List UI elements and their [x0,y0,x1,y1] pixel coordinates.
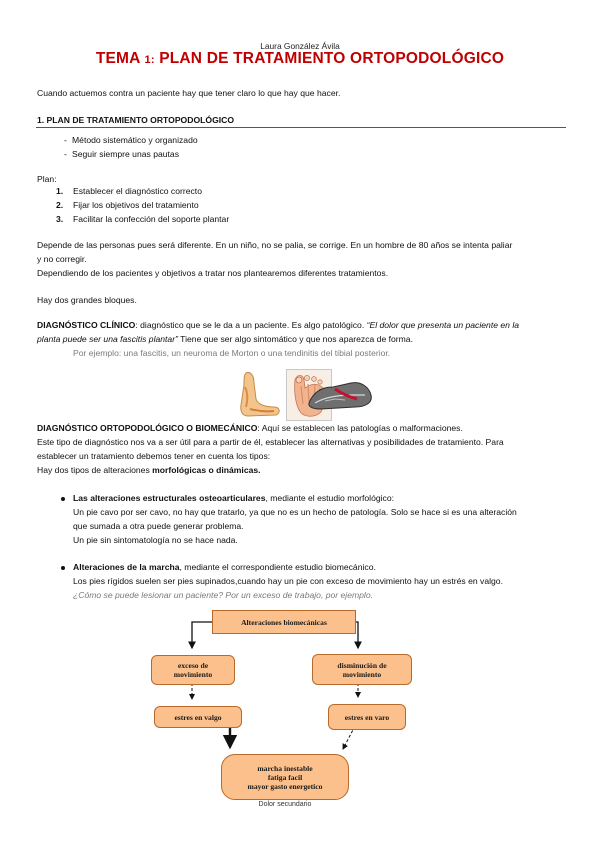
box-label-line: marcha inestable [257,763,313,773]
bullet-item [73,562,376,573]
list-item: Seguir siempre unas pautas [72,149,180,159]
box-label-line: movimiento [173,670,213,679]
box-label [174,661,212,679]
plan-item: Facilitar la confección del soporte plantar [73,214,230,224]
page-title [0,50,600,68]
plan-number: 1. [56,186,64,196]
box-marcha-inestable [221,754,349,800]
biomechanics-diagram [150,604,420,814]
paragraph: Dependiendo de los pacientes y objetivos a tratar nos plantearemos diferentes tratamientos. [37,268,389,278]
box-label: estres en varo [344,712,390,722]
plan-item: Establecer el diagnóstico correcto [73,186,202,196]
bullet-line: Un pie sin sintomatología no se hace nada. [73,535,238,545]
plan-label: Plan: [37,174,57,184]
plan-number: 3. [56,214,64,224]
clinico-label: DIAGNÓSTICO CLÍNICO [37,320,136,330]
dash-marker: - [64,135,67,145]
box-label: Alteraciones biomecánicas [241,617,327,627]
paragraph: y no corregir. [37,254,87,264]
foot-tendon-icon [305,373,375,415]
author-name: Laura González Ávila [260,41,340,51]
box-label [337,661,386,679]
box-alteraciones [212,610,356,634]
bullet-bold: Alteraciones de la marcha [73,562,180,572]
clinico-text: : diagnóstico que se le da a un paciente. Es algo patológico. [135,320,365,330]
dash-marker: - [64,149,67,159]
paragraph: establecer un tratamiento debemos tener en cuenta los tipos: [37,451,271,461]
arrow-top-left [192,622,212,648]
section-divider [36,127,566,128]
box-exceso-movimiento [151,655,235,685]
foot-illustration-icon [236,369,282,419]
clinico-line [37,334,413,345]
bullet-line: Los pies rígidos suelen ser pies supinados,cuando hay un pie con exceso de movimiento hay un estrés en valgo. [73,576,503,586]
bullet-text: , mediante el correspondiente estudio biomecánico. [179,562,376,572]
biomecanico-text: : Aquí se establecen las patologías o malformaciones. [257,423,463,433]
text-part: Hay dos tipos de alteraciones [37,465,153,475]
list-item: Método sistemático y organizado [72,135,198,145]
clinico-quote: “El dolor que presenta un paciente en la [366,320,520,330]
biomecanico-label: DIAGNÓSTICO ORTOPODOLÓGICO O BIOMECÁNICO [37,423,258,433]
plan-number: 2. [56,200,64,210]
bullet-bold: Las alteraciones estructurales osteoarticulares [73,493,266,503]
bullet-text: , mediante el estudio morfológico: [265,493,394,503]
clinico-quote: planta puede ser una fascitis plantar” [37,334,178,344]
box-label-line: disminución de [337,660,387,670]
title-prefix: TEMA [95,50,140,67]
clinico-example: Por ejemplo: una fascitis, un neuroma de Morton o una tendinitis del tibial posterior. [73,348,391,358]
box-disminucion-movimiento [312,654,412,685]
box-label-line: mayor gasto energetico [247,781,323,791]
text-bold: morfológicas o dinámicas. [152,465,261,475]
paragraph: Depende de las personas pues será diferente. En un niño, no se palia, se corrige. En un hombre de 80 años se intenta paliar [37,240,513,250]
bullet-line: que sumada a otra puede generar problema. [73,521,244,531]
box-estres-valgo [154,706,242,728]
bullet-item [73,493,394,504]
box-label-line: exceso de [177,661,209,670]
intro-text: Cuando actuemos contra un paciente hay que tener claro lo que hay que hacer. [37,88,341,98]
box-estres-varo [328,704,406,730]
bullet-dot [61,566,65,570]
paragraph: Este tipo de diagnóstico nos va a ser útil para a partir de él, establecer las alternativas y posibilidades de tratamiento. Para [37,437,504,447]
box-label-line: movimiento [342,669,382,679]
section-heading: 1. PLAN DE TRATAMIENTO ORTOPODOLÓGICO [37,115,235,125]
diagram-caption: Dolor secundario [258,801,312,808]
title-main: PLAN DE TRATAMIENTO ORTOPODOLÓGICO [159,50,505,67]
paragraph [37,465,261,476]
clinico-line [37,320,519,331]
box-label-line: fatiga facil [267,772,303,782]
title-number: 1: [144,54,155,66]
paragraph: Hay dos grandes bloques. [37,295,137,305]
plan-item: Fijar los objetivos del tratamiento [73,200,199,210]
biomecanico-line [37,423,463,434]
bullet-line: Un pie cavo por ser cavo, no hay que tratarlo, ya que no es un hecho de patología. Solo se hace si es una alteración [73,507,517,517]
bullet-dot [61,497,65,501]
bullet-question: ¿Cómo se puede lesionar un paciente? Por un exceso de trabajo, por ejemplo. [73,590,374,600]
clinico-text: Tiene que ser algo sintomático y que nos aparezca de forma. [177,334,413,344]
box-label [248,764,323,791]
box-label: estres en valgo [174,712,222,722]
